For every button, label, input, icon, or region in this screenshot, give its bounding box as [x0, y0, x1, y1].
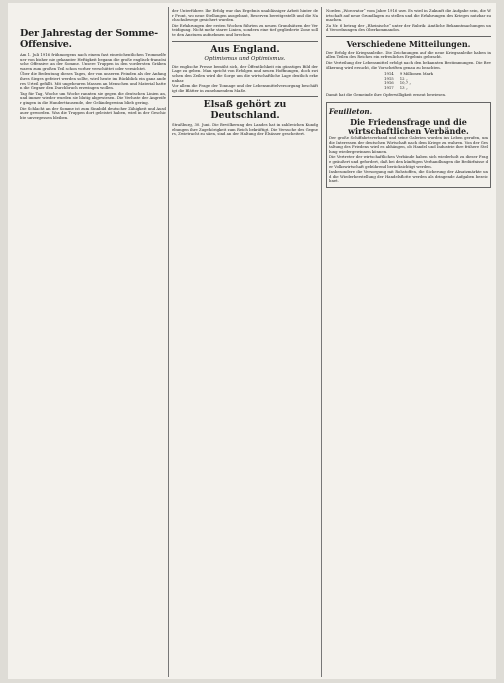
table-cell: 1916: [384, 80, 394, 86]
section-title: Elsaß gehört zu Deutschland.: [203, 99, 287, 122]
paragraph: Die Erfahrungen der ersten Wochen führten zu neuen Grundsätzen der Verteidigung. Nicht mehr starre Linien, sondern eine tief gegliederte Zone sollte den Ansturm aufnehmen und brechen.: [172, 22, 318, 37]
table-cell: 13 „: [399, 84, 408, 90]
paragraph: Vor allem die Frage der Tonnage und der Lebensmittelversorgung beschäftigt die Blätter in zunehmendem Maße.: [172, 83, 318, 93]
column-rule: [321, 7, 322, 677]
statistics-table: [381, 72, 436, 90]
divider: [172, 96, 318, 97]
paragraph: Die Schlacht an der Somme ist zum Sinnbild deutscher Zähigkeit und Ausdauer geworden. Was die Truppen dort geleistet haben, wird in der Geschichte unvergessen bleiben.: [20, 105, 166, 120]
table-cell: 12 „: [399, 75, 408, 81]
table-cell: 1914: [384, 71, 394, 77]
paragraph: Die englische Presse bemüht sich, der Öffentlichkeit ein günstiges Bild der Lage zu geben. Man spricht von Erfolgen und neuen Hoffnungen, doch zwischen den Zeilen wird die Sorge um die wirtschaftliche Lage deutlich erkennbar.: [172, 63, 318, 83]
section-title: Aus England.: [210, 43, 280, 55]
paragraph: Insbesondere die Versorgung mit Rohstoffen, die Sicherung der Absatzmärkte und die Wiederherstellung der Handelsflotte werden als dringende Aufgaben bezeichnet.: [329, 169, 488, 184]
table-cell: 1915: [384, 75, 394, 81]
paragraph: Über die Bedeutung dieses Tages, der von unseren Feinden als der Anfang ihres Sieges gefeiert werden sollte, wird heute im Rückblick ein ganz anderes Urteil gefällt. Mit ungeheuren Massen an Menschen und Material hatten die Gegner den Durchbruch erzwingen wollen.: [20, 71, 166, 91]
table-cell: 10,7 „: [399, 80, 412, 86]
section-subtitle: Optimismus und Optimismus.: [204, 56, 286, 63]
divider: [326, 36, 491, 37]
feuilleton-box: [326, 102, 491, 188]
paragraph: Die Vertreter der wirtschaftlichen Verbände haben sich wiederholt zu dieser Frage geäußert und gefordert, daß bei den künftigen Verhandlungen die Bedürfnisse der Volkswirtschaft gebührend berücksichtigt werden.: [329, 154, 488, 169]
paragraph: Am 1. Juli 1916 frühmorgens nach einem fast einwöchentlichen Trommelfeuer von bisher nie gekannter Heftigkeit begann die große englisch-französische Offensive an der Somme. Unsere Truppen in den vordersten Gräben waren zum großen Teil schon vorher verschüttet oder vernichtet.: [20, 52, 166, 71]
paragraph: Damit hat die Gemeinde ihre Opferwilligkeit erneut bewiesen.: [326, 92, 447, 98]
paragraph: Straßburg, 30. Juni. Die Bevölkerung des Landes hat in zahlreichen Kundgebungen ihre Zugehörigkeit zum Reich bekräftigt. Die Versuche des Gegners, Zwietracht zu säen, sind an der Haltung der Elsässer gescheitert.: [172, 122, 318, 137]
paragraph: Norden „Worovator“ vom Jahre 1916 usw. Es wird in Zukunft die Aufgabe sein, die Wirtschaft auf neue Grundlagen zu stellen und die Erfahrungen des Krieges nutzbar zu machen.: [326, 9, 491, 23]
paragraph: der Unterführer. Ihr Erfolg war das Ergebnis unablässiger Arbeit hinter der Front, wo neue Stellungen ausgebaut, Reserven bereitgestellt und die Nachschubwege gesichert wurden.: [172, 9, 318, 23]
paragraph: Tag für Tag, Woche um Woche rannten sie gegen die deutschen Linien an, und immer wieder wurden sie blutig abgewiesen. Die Verluste der Angreifer gingen in die Hunderttausende, der Geländegewinn blieb gering.: [20, 90, 166, 106]
paragraph: Die Verteilung der Lebensmittel erfolgt nach den bekannten Bestimmungen. Die Bevölkerung wird ersucht, die Vorschriften genau zu beachten.: [326, 59, 491, 70]
column-rule: [168, 7, 169, 677]
paragraph: Der Erfolg der Kriegsanleihe. Die Zeichnungen auf die neue Kriegsanleihe haben in allen Teilen des Reiches ein erfreuliches Ergebnis gebracht.: [326, 49, 491, 60]
feuilleton-tag: Feuilleton.: [329, 106, 373, 116]
column-middle: [172, 9, 318, 676]
article-title: Der Jahrestag der Somme-Offensive.: [20, 29, 158, 50]
column-left: [20, 29, 166, 676]
section-title: Verschiedene Mitteilungen.: [346, 38, 471, 49]
newspaper-page: [8, 3, 496, 679]
table-row: [381, 86, 436, 91]
table-cell: 1917: [384, 84, 394, 90]
paragraph: Der große Schiffahrtsverband und seine Galerien wurden ins Leben gerufen, um die Interessen der deutschen Wirtschaft nach dem Kriege zu wahren. Von der Gestaltung des Friedens wird es abhängen, ob Handel und Industrie ihre frühere Stellung wiedergewinnen können.: [329, 135, 488, 154]
table-cell: 9 Millionen Mark: [399, 71, 433, 77]
paragraph: Zu Nr. 6 betrag der „Rheinische“ unter der Rubrik: Amtliche Bekanntmachungen und Verordnungen des Oberkommandos.: [326, 22, 491, 33]
column-right: [326, 9, 491, 676]
feature-title: Die Friedensfrage und die wirtschaftlichen Verbände.: [348, 116, 469, 136]
divider: [172, 41, 318, 42]
